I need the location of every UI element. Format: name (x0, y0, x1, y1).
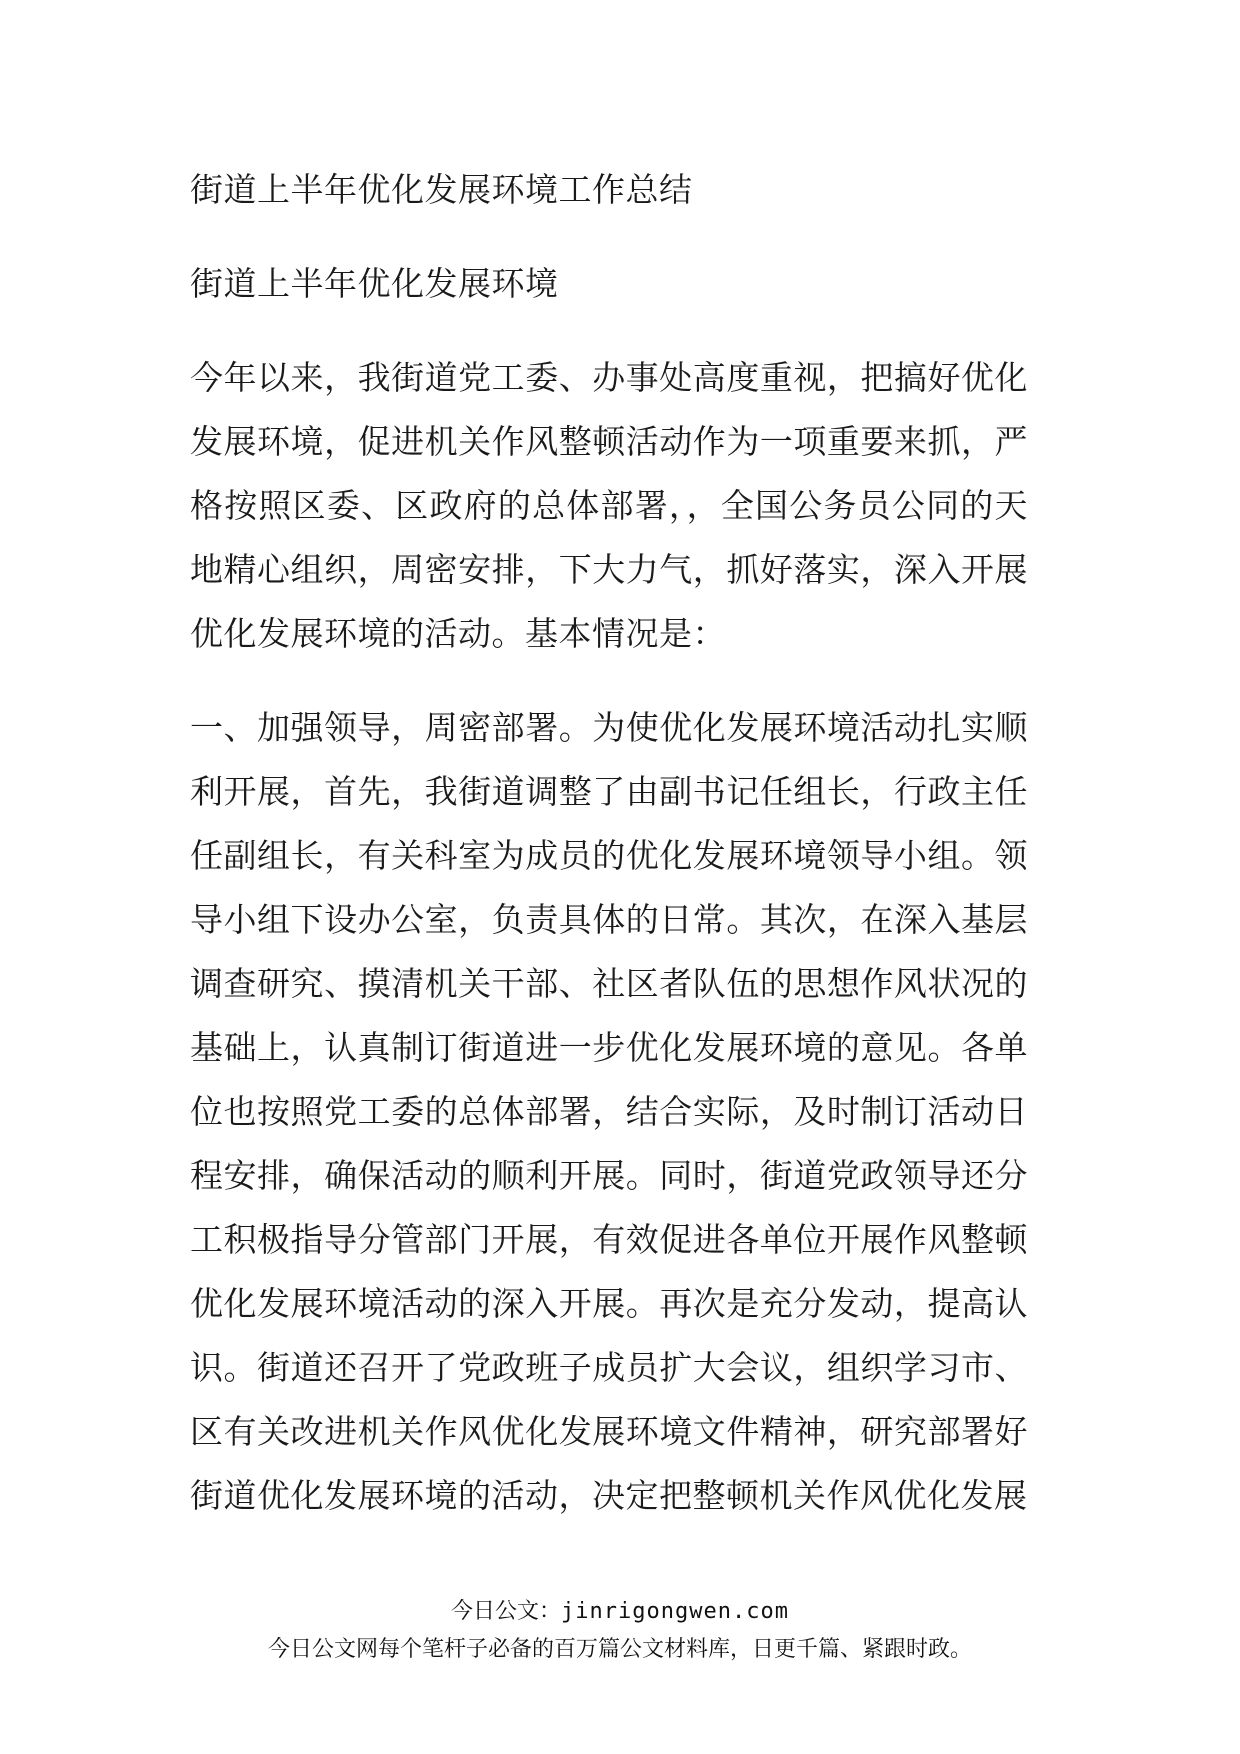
footer-site-label: 今日公文： (451, 1599, 562, 1624)
paragraph-intro: 今年以来，我街道党工委、办事处高度重视，把搞好优化发展环境，促进机关作风整顿活动作为一项重要来抓，严格按照区委、区政府的总体部署，，全国公务员公同的天地精心组织，周密安排，下大力气，抓好落实，深入开展优化发展环境的活动。基本情况是： (190, 358, 1028, 653)
footer-site-url[interactable]: jinrigongwen.com (561, 1599, 789, 1624)
footer-slogan: 今日公文网每个笔杆子必备的百万篇公文材料库，日更千篇、紧跟时政。 (267, 1637, 972, 1662)
footer-site-line (0, 1594, 1240, 1625)
document-subtitle: 街道上半年优化发展环境 (190, 264, 559, 303)
document-body (190, 158, 1028, 1528)
document-title: 街道上半年优化发展环境工作总结 (190, 170, 693, 209)
paragraph-section-one: 一、加强领导，周密部署。为使优化发展环境活动扎实顺利开展，首先，我街道调整了由副书记任组长，行政主任任副组长，有关科室为成员的优化发展环境领导小组。领导小组下设办公室，负责具体的日常。其次，在深入基层调查研究、摸清机关干部、社区者队伍的思想作风状况的基础上，认真制订街道进一步优化发展环境的意见。各单位也按照党工委的总体部署，结合实际，及时制订活动日程安排，确保活动的顺利开展。同时，街道党政领导还分工积极指导分管部门开展，有效促进各单位开展作风整顿优化发展环境活动的深入开展。再次是充分发动，提高认识。街道还召开了党政班子成员扩大会议，组织学习市、区有关改进机关作风优化发展环境文件精神，研究部署好街道优化发展环境的活动，决定把整顿机关作风优化发展 (190, 708, 1028, 1515)
